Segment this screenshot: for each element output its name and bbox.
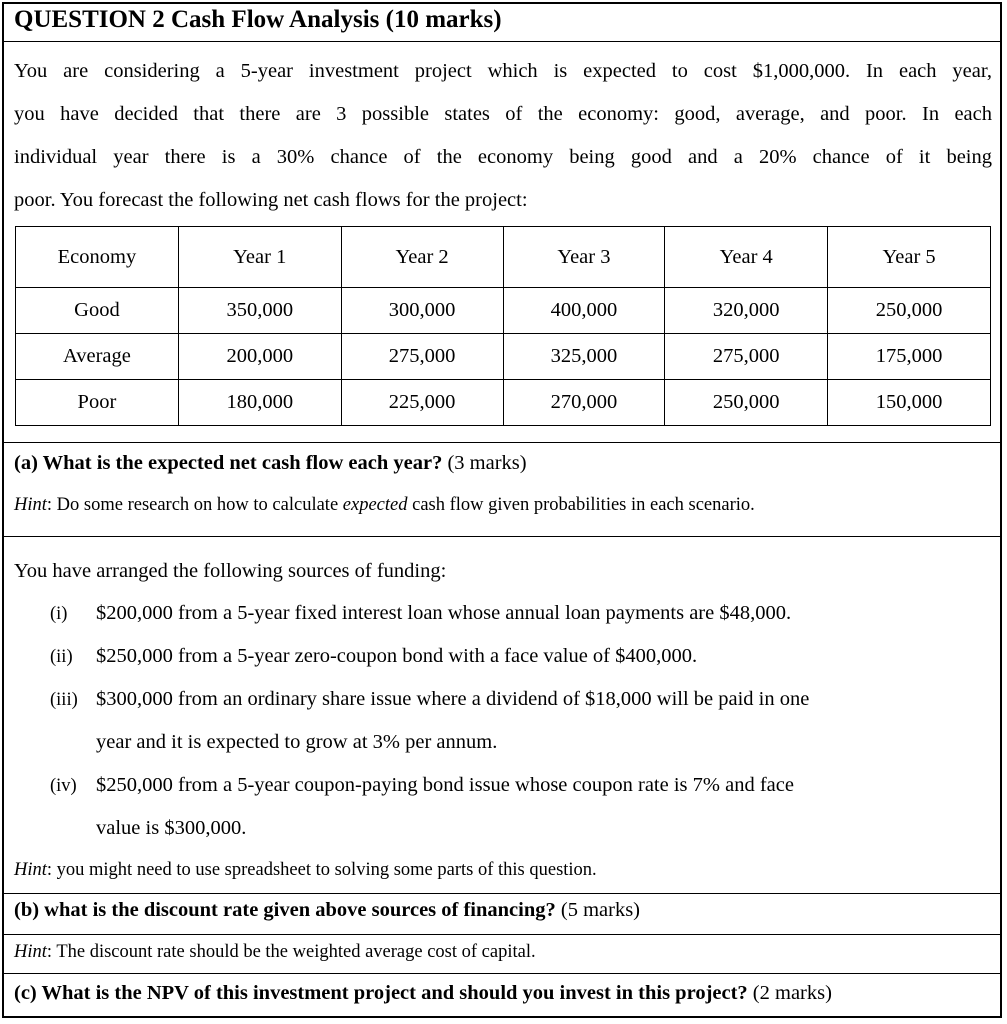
hint-label: Hint [14, 860, 47, 880]
intro-line: You are considering a 5-year investment project which is expected to cost $1,000,000. In each year, [14, 60, 992, 82]
table-cell: Average [16, 334, 179, 380]
table-cell: 250,000 [828, 288, 991, 334]
table-header-row [16, 227, 991, 288]
header-year-1: Year 1 [178, 227, 341, 288]
funding-source [50, 645, 697, 668]
source-number: (i) [50, 604, 68, 624]
table-cell: 250,000 [665, 380, 828, 426]
intro-line: individual year there is a 30% chance of the economy being good and a 20% chance of it being [14, 146, 992, 168]
source-number: (iv) [50, 776, 77, 796]
hint-text: cash flow given probabilities in each scenario. [407, 495, 755, 515]
source-continuation: value is $300,000. [96, 817, 247, 839]
part-b-hint [14, 942, 536, 963]
source-text: $250,000 from a 5-year zero-coupon bond with a face value of $400,000. [96, 645, 698, 667]
part-b-question [14, 899, 640, 922]
table-cell: 400,000 [503, 288, 665, 334]
source-text: $200,000 from a 5-year fixed interest loan whose annual loan payments are $48,000. [96, 602, 792, 624]
cash-flow-table [15, 226, 991, 426]
part-b-marks: (5 marks) [560, 899, 641, 921]
funding-source [50, 602, 791, 625]
section-divider [2, 973, 1000, 974]
intro-line: poor. You forecast the following net cash flows for the project: [14, 189, 528, 211]
hint-text: : The discount rate should be the weighted average cost of capital. [46, 942, 536, 962]
section-divider [2, 442, 1000, 443]
source-text: $250,000 from a 5-year coupon-paying bond issue whose coupon rate is 7% and face [96, 774, 794, 796]
table-cell: 350,000 [178, 288, 341, 334]
hint-text: : you might need to use spreadsheet to solving some parts of this question. [46, 860, 597, 880]
header-year-3: Year 3 [503, 227, 665, 288]
funding-intro: You have arranged the following sources of funding: [14, 560, 447, 582]
section-divider [2, 893, 1000, 894]
source-text: $300,000 from an ordinary share issue where a dividend of $18,000 will be paid in one [96, 688, 810, 710]
funding-hint [14, 860, 597, 881]
table-cell: 320,000 [665, 288, 828, 334]
table-row [16, 380, 991, 426]
part-c-question [14, 982, 832, 1005]
part-c-marks: (2 marks) [752, 982, 832, 1004]
source-number: (ii) [50, 647, 73, 667]
table-cell: Good [16, 288, 179, 334]
source-number: (iii) [50, 690, 78, 710]
table-cell: 200,000 [178, 334, 341, 380]
part-a-question [14, 452, 527, 475]
title-divider [2, 41, 1000, 42]
hint-emphasis: expected [342, 495, 408, 515]
table-cell: 180,000 [178, 380, 341, 426]
part-b-question-text: (b) what is the discount rate given above sources of financing? [14, 899, 556, 921]
section-divider [2, 934, 1000, 935]
table-cell: 175,000 [828, 334, 991, 380]
funding-source [50, 774, 794, 797]
hint-label: Hint [14, 942, 47, 962]
table-cell: 275,000 [341, 334, 503, 380]
part-a-hint [14, 495, 755, 516]
table-cell: 225,000 [341, 380, 503, 426]
hint-label: Hint [14, 495, 47, 515]
header-year-2: Year 2 [341, 227, 503, 288]
source-continuation: year and it is expected to grow at 3% per annum. [96, 731, 498, 753]
section-divider [2, 536, 1000, 537]
table-cell: 150,000 [828, 380, 991, 426]
hint-text: : Do some research on how to calculate [46, 495, 343, 515]
part-a-marks: (3 marks) [447, 452, 527, 474]
intro-paragraph [14, 50, 992, 222]
table-cell: 300,000 [341, 288, 503, 334]
intro-line: you have decided that there are 3 possible states of the economy: good, average, and poor. In each [14, 103, 992, 125]
funding-source [50, 688, 809, 711]
table-row [16, 288, 991, 334]
table-cell: 270,000 [503, 380, 665, 426]
table-row [16, 334, 991, 380]
part-c-question-text: (c) What is the NPV of this investment project and should you invest in this project? [14, 982, 748, 1004]
table-cell: 275,000 [665, 334, 828, 380]
part-a-question-text: (a) What is the expected net cash flow each year? [14, 452, 443, 474]
table-cell: 325,000 [503, 334, 665, 380]
table-cell: Poor [16, 380, 179, 426]
header-year-4: Year 4 [665, 227, 828, 288]
question-title: QUESTION 2 Cash Flow Analysis (10 marks) [14, 6, 502, 33]
header-year-5: Year 5 [828, 227, 991, 288]
header-economy: Economy [16, 227, 179, 288]
